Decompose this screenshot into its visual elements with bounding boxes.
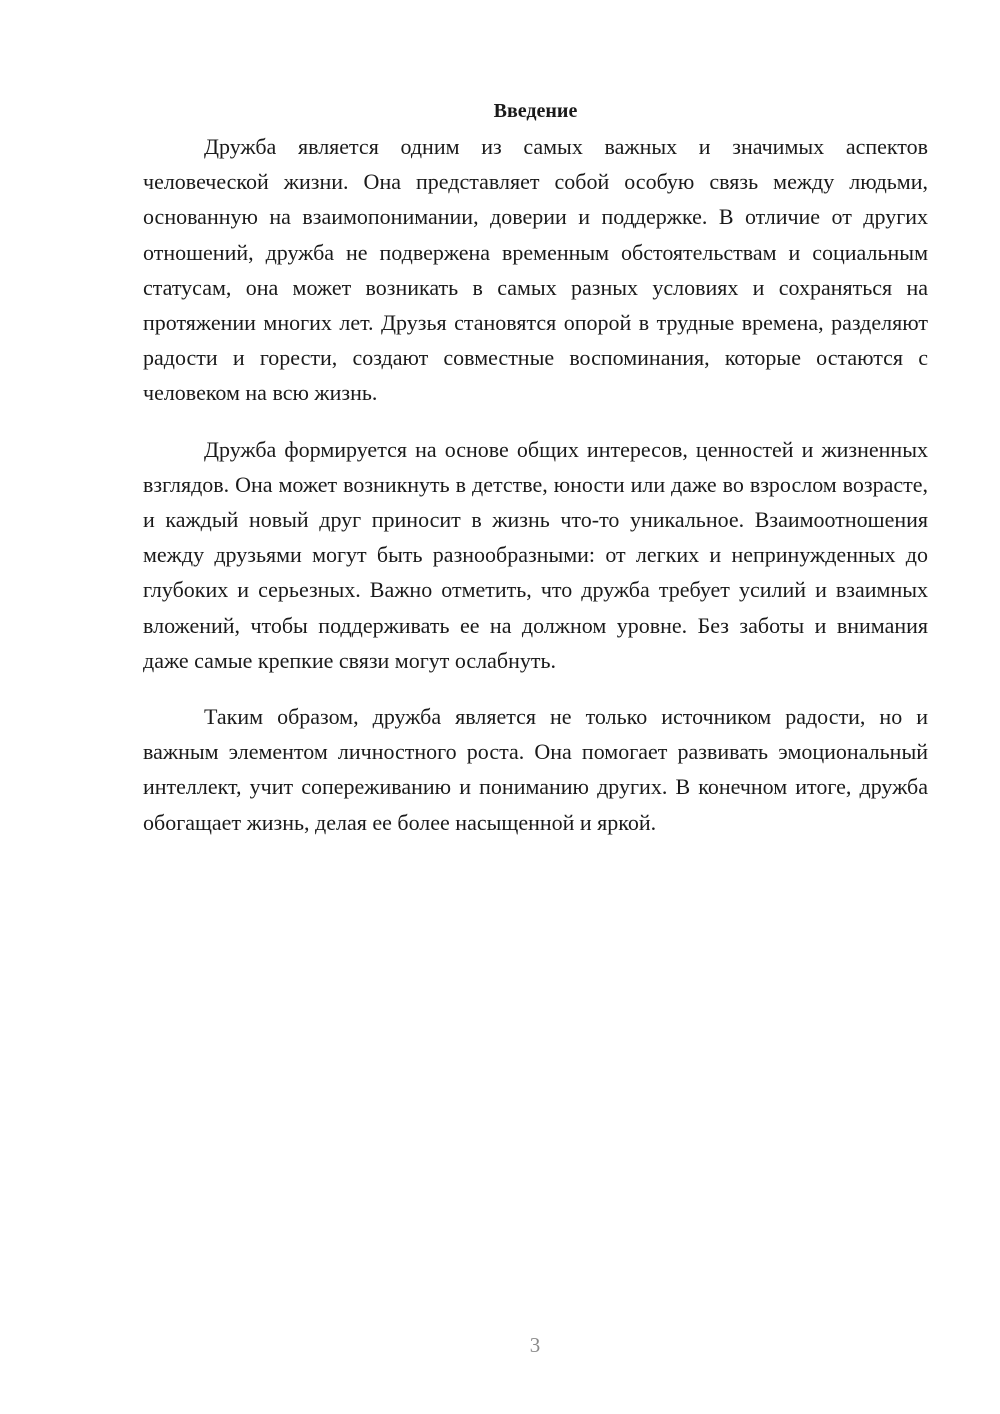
paragraph-2: Дружба формируется на основе общих интересов, ценностей и жизненных взглядов. Она может возникнуть в детстве, юности или даже во взрослом возрасте, и каждый новый друг приносит в жизнь что-то уникальное. Взаимоотношения между друзьями могут быть разнообразными: от легких и непринужденных до глубоких и серьезных. Важно отметить, что дружба требует усилий и взаимных вложений, чтобы поддерживать ее на должном уровне. Без заботы и внимания даже самые крепкие связи могут ослабнуть. xyxy=(143,436,928,673)
paragraph-1: Дружба является одним из самых важных и значимых аспектов человеческой жизни. Она представляет собой особую связь между людьми, основанную на взаимопонимании, доверии и поддержке. В отличие от других отношений, дружба не подвержена временным обстоятельствам и социальным статусам, она может возникать в самых разных условиях и сохраняться на протяжении многих лет. Друзья становятся опорой в трудные времена, разделяют радости и горести, создают совместные воспоминания, которые остаются с человеком на всю жизнь. xyxy=(143,134,928,406)
page-number: 3 xyxy=(529,1333,541,1357)
document-body xyxy=(143,96,928,861)
paragraph-3: Таким образом, дружба является не только источником радости, но и важным элементом личностного роста. Она помогает развивать эмоциональный интеллект, учит сопереживанию и пониманию других. В конечном итоге, дружба обогащает жизнь, делая ее более насыщенной и яркой. xyxy=(143,704,928,835)
section-heading: Введение xyxy=(493,100,578,122)
